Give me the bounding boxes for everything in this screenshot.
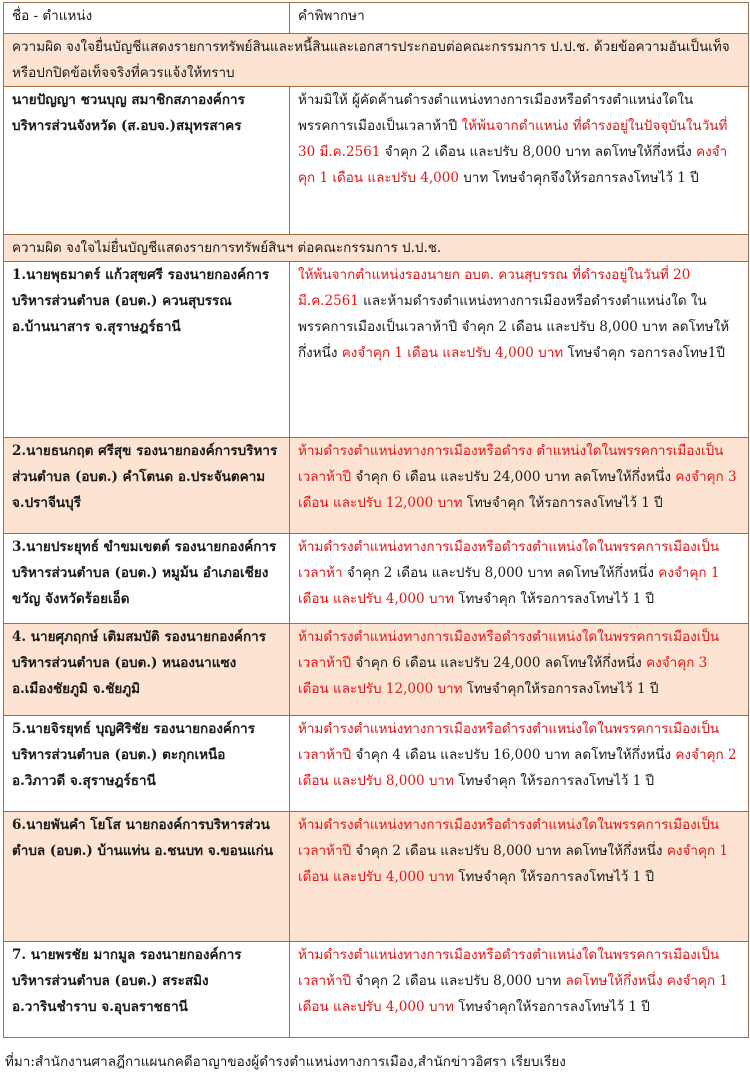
verdict-run: จำคุก 2 เดือน และปรับ 8,000 บาท ลดโทษให้กึ่งหนึ่ง	[380, 144, 697, 160]
defendant-name: 5.นายจิรยุทธ์ บุญศิริชัย รองนายกองค์การบริหารส่วนตำบล (อบต.) ตะกุกเหนือ อ.วิภาวดี จ.สุราษฎร์ธานี	[4, 716, 290, 812]
verdict-highlight: คงจำคุก 3 เดือน และปรับ 12,000 บาท	[298, 469, 737, 511]
defendant-name: 2.นายธนกฤต ศรีสุข รองนายกองค์การบริหารส่วนตำบล (อบต.) คำโตนด อ.ประจันตคาม จ.ปราจีนบุรี	[4, 438, 290, 534]
defendant-name: 1.นายพุธมาตร์ แก้วสุขศรี รองนายกองค์การบริหารส่วนตำบล (อบต.) ควนสุบรรณ อ.บ้านนาสาร จ.สุราษฎร์ธานี	[4, 262, 290, 438]
verdict-text	[290, 812, 749, 942]
verdict-run: โทษจำคุก ให้รอการลงโทษไว้ 1 ปี	[453, 869, 655, 885]
source-note: ที่มา:สำนักงานศาลฎีกาแผนกคดีอาญาของผู้ดำรงตำแหน่งทางการเมือง,สำนักข่าวอิศรา เรียบเรียง	[5, 1054, 566, 1070]
header-verdict: คำพิพากษา	[290, 3, 749, 34]
verdict-run: จำคุก 2 เดือน และปรับ 8,000 บาท	[351, 973, 566, 989]
verdict-highlight: คงจำคุก 1 เดือน และปรับ 4,000	[298, 144, 728, 186]
header-name-position: ชื่อ - ตำแหน่ง	[4, 3, 290, 34]
verdict-run: โทษจำคุก ให้รอการลงโทษไว้ 1 ปี	[462, 495, 663, 511]
verdict-highlight: ห้ามดำรงตำแหน่งทางการเมืองหรือดำรงตำแหน่งใดในพรรคการเมืองเป็นเวลาห้าปี	[298, 629, 720, 671]
verdict-run: จำคุก 6 เดือน และปรับ 24,000 บาท ลดโทษให้กึ่งหนึ่ง	[351, 469, 676, 485]
verdict-run: โทษจำคุกให้รอการลงโทษไว้ 1 ปี	[462, 681, 659, 697]
section-heading-row	[4, 235, 749, 262]
defendant-name: 7. นายพรชัย มากมูล รองนายกองค์การบริหารส่วนตำบล (อบต.) สระสมิง อ.วารินชำราบ จ.อุบลราชธานี	[4, 942, 290, 1038]
verdict-text	[290, 942, 749, 1038]
section-title-failure-to-file: ความผิด จงใจไม่ยื่นบัญชีแสดงรายการทรัพย์สินฯ ต่อคณะกรรมการ ป.ป.ช.	[4, 235, 749, 262]
table-row	[4, 942, 749, 1038]
verdict-run: โทษจำคุก รอการลงโทษ1ปี	[563, 345, 725, 361]
verdict-text	[290, 716, 749, 812]
verdict-text	[290, 87, 749, 235]
verdict-table	[3, 2, 749, 1038]
table-row	[4, 87, 749, 235]
defendant-name: 6.นายพันคำ โยโส นายกองค์การบริหารส่วนตำบล (อบต.) บ้านแท่น อ.ชนบท จ.ขอนแก่น	[4, 812, 290, 942]
table-row	[4, 716, 749, 812]
verdict-run: จำคุก 4 เดือน และปรับ 16,000 บาท ลดโทษให้กึ่งหนึ่ง	[351, 747, 676, 763]
defendant-name: นายปัญญา ชวนบุญ สมาชิกสภาองค์การบริหารส่วนจังหวัด (ส.อบจ.)สมุทรสาคร	[4, 87, 290, 235]
verdict-highlight: คงจำคุก 1 เดือน และปรับ 4,000 บาท	[341, 345, 564, 361]
verdict-text	[290, 534, 749, 624]
verdict-run: โทษจำคุก ให้รอการลงโทษไว้ 1 ปี	[453, 773, 655, 789]
verdict-highlight: ห้ามดำรงตำแหน่งทางการเมืองหรือดำรงตำแหน่งใดในพรรคการเมืองเป็นเวลาห้าปี	[298, 817, 720, 859]
verdict-highlight: คงจำคุก 3 เดือน และปรับ 12,000 บาท	[298, 655, 708, 697]
verdict-highlight: คงจำคุก 1 เดือน และปรับ 4,000 บาท	[298, 565, 720, 607]
section-title-false-declaration: ความผิด จงใจยื่นบัญชีแสดงรายการทรัพย์สินและหนี้สินและเอกสารประกอบต่อคณะกรรมการ ป.ป.ช. ด้วยข้อความอันเป็นเท็จหรือปกปิดข้อเท็จจริงที่ควรแจ้งให้ทราบ	[4, 34, 749, 87]
verdict-text	[290, 262, 749, 438]
verdict-run: โทษจำคุกให้รอการลงโทษไว้ 1 ปี	[453, 999, 650, 1015]
table-row	[4, 812, 749, 942]
verdict-text	[290, 438, 749, 534]
verdict-highlight: ห้ามดำรงตำแหน่งทางการเมืองหรือดำรงตำแหน่งใดในพรรคการเมืองเป็นเวลาห้า	[298, 539, 720, 581]
defendant-name: 4. นายศุภฤกษ์ เติมสมบัติ รองนายกองค์การบริหารส่วนตำบล (อบต.) หนองนาแซง อ.เมืองชัยภูมิ จ.ชัยภูมิ	[4, 624, 290, 716]
verdict-highlight: ให้พ้นจากตำแหน่ง ที่ดำรงอยู่ในปัจจุบันในวันที่ 30 มี.ค.2561	[298, 118, 728, 160]
table-row	[4, 262, 749, 438]
table-row	[4, 534, 749, 624]
verdict-highlight: ให้พ้นจากตำแหน่งรองนายก อบต. ควนสุบรรณ ที่ดำรงอยู่ในวันที่ 20 มี.ค.2561	[298, 267, 691, 309]
verdict-run: จำคุก 2 เดือน และปรับ 8,000 บาท ลดโทษให้กึ่งหนึ่ง	[342, 565, 659, 581]
verdict-run: และห้ามดำรงตำแหน่งทางการเมืองหรือดำรงตำแหน่งใด ในพรรคการเมืองเป็นเวลาห้าปี จำคุก 2 เดือน และปรับ 8,000 บาท ลดโทษให้กึ่งหนึ่ง	[298, 293, 730, 361]
verdict-run: โทษจำคุก ให้รอการลงโทษไว้ 1 ปี	[453, 591, 655, 607]
verdict-highlight: ลดโทษให้กึ่งหนึ่ง คงจำคุก 1 เดือน และปรับ 4,000 บาท	[298, 973, 729, 1015]
verdict-highlight: คงจำคุก 2 เดือน และปรับ 8,000 บาท	[298, 747, 737, 789]
verdict-run: บาท โทษจำคุกจึงให้รอการลงโทษไว้ 1 ปี	[458, 170, 699, 186]
defendant-name: 3.นายประยุทธ์ ขำขมเขตต์ รองนายกองค์การบริหารส่วนตำบล (อบต.) หมูม้น อำเภอเชียงขวัญ จังหวัดร้อยเอ็ด	[4, 534, 290, 624]
verdict-text	[290, 624, 749, 716]
verdict-highlight: ห้ามดำรงตำแหน่งทางการเมืองหรือดำรงตำแหน่งใดในพรรคการเมืองเป็นเวลาห้าปี	[298, 721, 720, 763]
verdict-run: จำคุก 2 เดือน และปรับ 8,000 บาท ลดโทษให้กึ่งหนึ่ง	[351, 843, 667, 859]
verdict-run: จำคุก 6 เดือน และปรับ 24,000 ลดโทษให้กึ่งหนึ่ง	[351, 655, 647, 671]
verdict-highlight: ห้ามดำรงตำแหน่งทางการเมืองหรือดำรง ตำแหน่งใดในพรรคการเมืองเป็นเวลาห้าปี	[298, 443, 724, 485]
table-row	[4, 438, 749, 534]
verdict-highlight: คงจำคุก 1 เดือน และปรับ 4,000 บาท	[298, 843, 729, 885]
table-header-row	[4, 3, 749, 34]
section-heading-row	[4, 34, 749, 87]
verdict-run: ห้ามมิให้ ผู้คัดค้านดำรงตำแหน่งทางการเมืองหรือดำรงตำแหน่งใดในพรรคการเมืองเป็นเวลาห้าปี	[298, 92, 694, 134]
verdict-highlight: ห้ามดำรงตำแหน่งทางการเมืองหรือดำรงตำแหน่งใดในพรรคการเมืองเป็นเวลาห้าปี	[298, 947, 720, 989]
table-row	[4, 624, 749, 716]
